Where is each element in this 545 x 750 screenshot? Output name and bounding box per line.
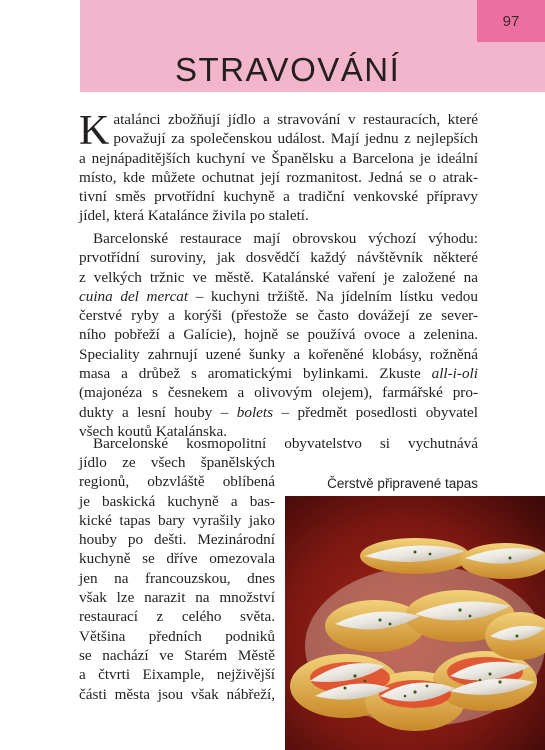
page-number: 97 (477, 0, 545, 42)
text-line: části města jsou však nábřeží, (79, 685, 275, 703)
text-line: Speciality zahrnují uzené šunky a kořeněné klobásy, rožněná (79, 345, 478, 363)
text-line: cuina del mercat – kuchyni tržiště. Na jídelním lístku vedou (79, 287, 478, 305)
text-line: všech koutů Katalánska. (79, 422, 228, 440)
text-line: a nejnápaditějších kuchyní ve Španělsku a Barcelona je ideální (79, 149, 478, 167)
text-line: považují za společenskou událost. Mají jednu z nejlepších (113, 130, 478, 148)
text-line: jídlo ze všech španělských (79, 454, 275, 471)
text-line: Barcelonské restaurace mají obrovskou výchozí výhodu: (93, 230, 478, 247)
photo-caption: Čerstvě připravené tapas (327, 476, 478, 491)
text-line: masa a drůbež s aromatickými bylinkami. Zkuste all-i-oli (79, 365, 478, 383)
text-line: restaurací z celého světa. (79, 608, 275, 626)
page-title: STRAVOVÁNÍ (175, 51, 401, 88)
drop-cap: K (79, 108, 110, 154)
text-line: ního pobřeží a Galície), hojně se používá ovoce a zelenina. (79, 326, 478, 344)
paragraph-3-first-line (79, 434, 478, 453)
text-line: čerstvé ryby a korýši (přestože se často dovážejí ze sever- (79, 307, 478, 325)
text-line: houby po dešti. Mezinárodní (79, 531, 275, 549)
paragraph-1 (79, 110, 478, 226)
text-line: místo, kde můžete ochutnat její rozmanitost. Jedná se o atrak- (79, 168, 478, 186)
text-line: kické tapas bary vyrašily jako (79, 511, 275, 529)
text-line: regionů, obzvláště oblíbená (79, 473, 275, 491)
text-line: Barcelonské kosmopolitní obyvatelstvo si vychutnává (93, 435, 478, 452)
text-line: je baskická kuchyně a bas- (79, 492, 275, 510)
text-line: prvotřídní suroviny, jak dosvědčí každý návštěvník některé (79, 249, 478, 267)
text-line: z velkých tržnic ve městě. Katalánské vaření je založené na (79, 268, 478, 286)
text-line: dukty a lesní houby – bolets – předmět posedlosti obyvatel (79, 403, 478, 421)
text-line: Většina předních podniků (79, 627, 275, 645)
text-line: tivní směs prvotřídní kuchyně a tradiční venkovské přípravy (79, 188, 478, 206)
text-line: (majonéza s česnekem a olivovým olejem), farmářské pro- (79, 384, 478, 402)
paragraph-3-column (79, 453, 275, 704)
text-line: kuchyně se dříve omezovala (79, 550, 275, 568)
text-line: atalánci zbožňují jídlo a stravování v restauracích, které (113, 111, 478, 128)
text-line: však lze narazit na množství (79, 589, 275, 607)
text-line: jen na francouzskou, dnes (79, 569, 275, 587)
text-line: a čtvrti Eixample, nejživější (79, 666, 275, 684)
paragraph-2 (79, 229, 478, 441)
tapas-image (285, 496, 545, 750)
text-line: se nachází ve Starém Městě (79, 646, 275, 664)
tapas-photo (285, 496, 545, 750)
text-line: jídel, která Katalánce živila po staletí. (79, 207, 309, 225)
